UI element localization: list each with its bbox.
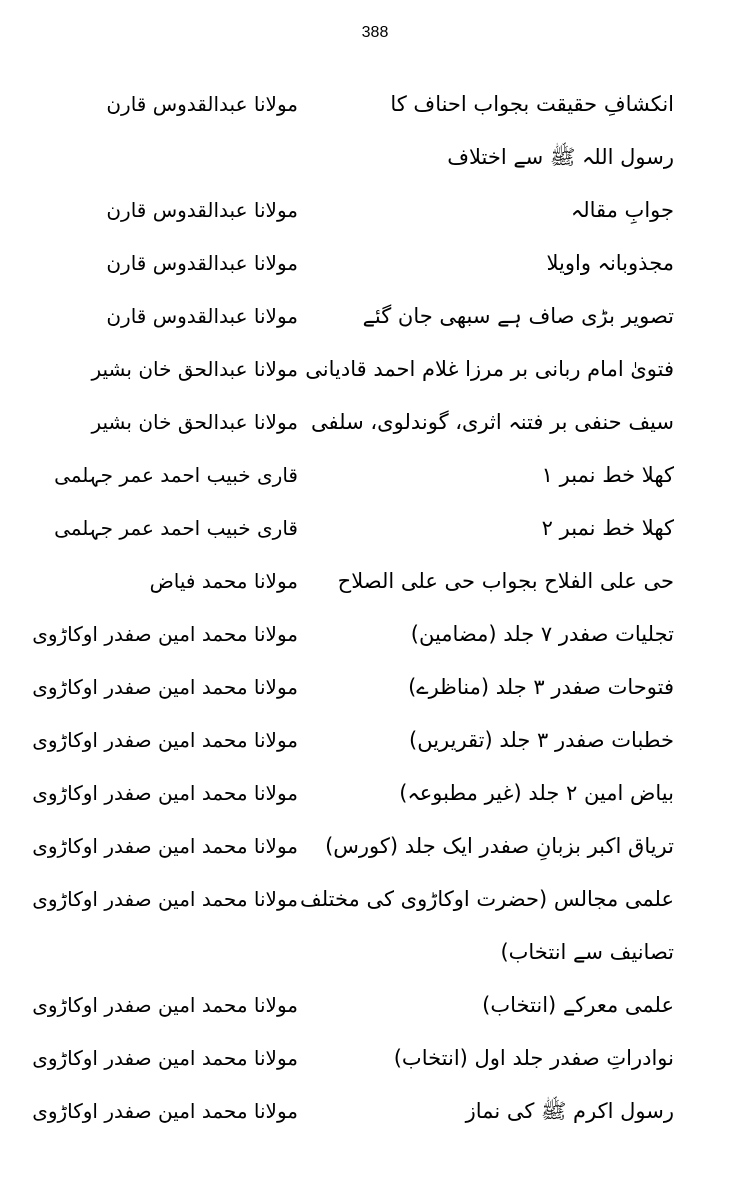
book-title: تجلیات صفدر ۷ جلد (مضامین) — [410, 622, 674, 646]
book-title: بیاض امین ۲ جلد (غیر مطبوعہ) — [399, 781, 674, 805]
book-author: مولانا محمد امین صفدر اوکاڑوی — [32, 834, 298, 858]
book-author: مولانا محمد امین صفدر اوکاڑوی — [32, 1099, 298, 1123]
list-item — [0, 449, 750, 501]
list-item — [0, 661, 750, 713]
list-item — [0, 502, 750, 554]
book-author: مولانا محمد امین صفدر اوکاڑوی — [32, 728, 298, 752]
list-item — [0, 873, 750, 925]
book-title: تصویر بڑی صاف ہے سبھی جان گئے — [362, 304, 674, 328]
list-item — [0, 343, 750, 395]
book-title: فتویٰ امام ربانی بر مرزا غلام احمد قادیانی — [305, 357, 674, 381]
list-item — [0, 237, 750, 289]
book-author: مولانا عبدالحق خان بشیر — [91, 357, 298, 381]
book-author: مولانا محمد امین صفدر اوکاڑوی — [32, 622, 298, 646]
book-title: نوادراتِ صفدر جلد اول (انتخاب) — [393, 1046, 674, 1070]
book-title: رسول اللہ ﷺ سے اختلاف — [447, 145, 674, 169]
book-author — [98, 926, 298, 978]
book-title: رسول اکرم ﷺ کی نماز — [465, 1099, 674, 1123]
book-author: مولانا محمد امین صفدر اوکاڑوی — [32, 887, 298, 911]
book-author: مولانا محمد امین صفدر اوکاڑوی — [32, 675, 298, 699]
book-author: مولانا محمد امین صفدر اوکاڑوی — [32, 1046, 298, 1070]
book-author: مولانا عبدالحق خان بشیر — [91, 410, 298, 434]
book-author: مولانا عبدالقدوس قارن — [106, 92, 298, 116]
book-title: سیف حنفی بر فتنہ اثری، گوندلوی، سلفی — [311, 410, 674, 434]
book-list — [0, 78, 750, 1138]
book-author: مولانا عبدالقدوس قارن — [106, 304, 298, 328]
list-item — [0, 926, 750, 978]
list-item — [0, 1032, 750, 1084]
page-number: 388 — [361, 24, 389, 41]
list-item — [0, 1085, 750, 1137]
book-author: قاری خبیب احمد عمر جہلمی — [54, 516, 298, 540]
list-item — [0, 767, 750, 819]
book-author: مولانا عبدالقدوس قارن — [106, 251, 298, 275]
list-item — [0, 396, 750, 448]
list-item — [0, 184, 750, 236]
book-title: مجذوبانہ واویلا — [546, 251, 674, 275]
book-author — [98, 131, 298, 183]
book-title: فتوحات صفدر ۳ جلد (مناظرے) — [408, 675, 674, 699]
book-title: علمی مجالس (حضرت اوکاڑوی کی مختلف — [299, 887, 674, 911]
book-title: علمی معرکے (انتخاب) — [482, 993, 674, 1017]
book-author: مولانا محمد فیاض — [149, 569, 298, 593]
list-item — [0, 820, 750, 872]
book-title: کھلا خط نمبر ۲ — [541, 516, 674, 540]
book-title: تریاق اکبر بزبانِ صفدر ایک جلد (کورس) — [325, 834, 674, 858]
book-title: جوابِ مقالہ — [570, 198, 674, 222]
book-author: مولانا عبدالقدوس قارن — [106, 198, 298, 222]
list-item — [0, 555, 750, 607]
list-item — [0, 979, 750, 1031]
list-item — [0, 714, 750, 766]
book-title: خطبات صفدر ۳ جلد (تقریریں) — [409, 728, 674, 752]
book-author: قاری خبیب احمد عمر جہلمی — [54, 463, 298, 487]
book-author: مولانا محمد امین صفدر اوکاڑوی — [32, 993, 298, 1017]
list-item — [0, 131, 750, 183]
book-title: تصانیف سے انتخاب) — [500, 940, 674, 964]
list-item — [0, 78, 750, 130]
book-author: مولانا محمد امین صفدر اوکاڑوی — [32, 781, 298, 805]
list-item — [0, 290, 750, 342]
book-title: انکشافِ حقیقت بجواب احناف کا — [390, 92, 674, 116]
book-title: حی علی الفلاح بجواب حی علی الصلاح — [337, 569, 674, 593]
book-title: کھلا خط نمبر ۱ — [541, 463, 674, 487]
list-item — [0, 608, 750, 660]
